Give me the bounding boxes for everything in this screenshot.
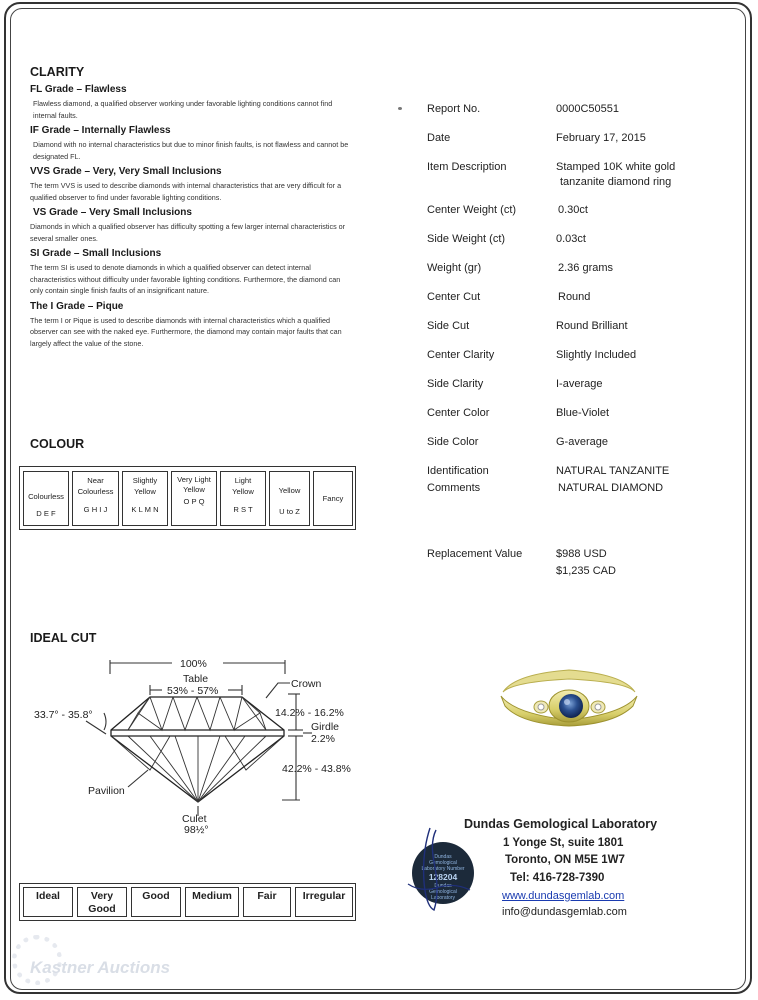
report-row-center-color [427, 407, 747, 436]
report-row-value: Blue-Violet [556, 407, 609, 419]
replacement-value-cad: $1,235 CAD [556, 565, 616, 577]
colour-cell-colourless [23, 471, 69, 526]
report-row-label: Report No. [427, 103, 481, 115]
clarity-grade-vvs-desc: The term VVS is used to describe diamonds with internal characteristics that are very difficult for a qualified observer to find under favorable lighting conditions. [30, 181, 342, 202]
diagram-culet-label: Culet [182, 813, 207, 825]
cut-grade-very-good [77, 887, 127, 917]
cut-grade-table [19, 883, 356, 921]
diagram-table-range-label: 53% - 57% [167, 685, 219, 697]
report-row-label: Side Clarity [427, 378, 484, 390]
report-row-label: Center Cut [427, 291, 481, 303]
diagram-width-label: 100% [180, 658, 207, 670]
colour-cell-very-light-yellow [171, 471, 217, 526]
colour-cell-letters: R S T [233, 505, 253, 514]
colour-cell-letters: O P Q [183, 497, 205, 506]
colour-cell-near-colourless [72, 471, 119, 526]
lab-name: Dundas Gemological Laboratory [464, 817, 658, 831]
clarity-grade-if-desc: Diamond with no internal characteristics but due to minor finish faults, is not flawless and cannot be designated FL. [33, 140, 349, 161]
report-row-center-clarity [427, 349, 747, 378]
report-row-date [427, 132, 747, 161]
clarity-grade-si-title: SI Grade – Small Inclusions [30, 248, 162, 259]
report-row-identification-comments [427, 465, 747, 505]
replacement-value-label: Replacement Value [427, 548, 523, 560]
report-row-item-description [427, 161, 747, 204]
seal-bottom-text: Dundas Gemological Laboratory [429, 883, 457, 901]
report-row-value: February 17, 2015 [556, 132, 646, 144]
colour-cell-yellow [269, 471, 310, 526]
clarity-grade-if-title: IF Grade – Internally Flawless [30, 125, 171, 136]
colour-cell-letters: G H I J [83, 505, 108, 514]
report-row-value-line2: tanzanite diamond ring [560, 176, 672, 188]
cut-grade-medium: Medium [185, 887, 239, 917]
diagram-pavilion-depth-label: 42.2% - 43.8% [282, 763, 351, 775]
diagram-table-label: Table [183, 673, 209, 685]
report-row-value: Stamped 10K white gold [556, 161, 676, 173]
diagram-pavilion-label: Pavilion [88, 785, 125, 797]
lab-address-line2: Toronto, ON M5E 1W7 [505, 854, 625, 866]
report-row-value: Round Brilliant [556, 320, 628, 332]
colour-cell-letters: D E F [36, 508, 56, 518]
report-row-label: Side Cut [427, 320, 470, 332]
lab-telephone: Tel: 416-728-7390 [510, 872, 605, 884]
colour-cell-letters: U to Z [279, 506, 300, 516]
report-row-value: 0.03ct [556, 233, 586, 245]
seal-number: 128204 [428, 872, 458, 882]
report-row-label: Center Clarity [427, 349, 495, 361]
identification-value: NATURAL TANZANITE [556, 465, 670, 477]
report-row-label: Date [427, 132, 451, 144]
colour-cell-label: Near Colourless [77, 476, 114, 496]
colour-cell-fancy [313, 471, 353, 526]
report-row-value: Slightly Included [556, 349, 637, 361]
report-row-weight-gr [427, 262, 747, 291]
report-row-report-no [427, 103, 747, 132]
colour-scale-table [19, 466, 356, 530]
lab-website-link[interactable]: www.dundasgemlab.com [502, 890, 625, 902]
report-row-center-weight [427, 204, 747, 233]
diagram-girdle-pct-label: 2.2% [311, 733, 335, 745]
ideal-cut-heading: IDEAL CUT [30, 631, 97, 645]
colour-cell-label: Fancy [322, 494, 344, 503]
clarity-grade-vs-desc: Diamonds in which a qualified observer has difficulty spotting a few larger internal characteristics or several smaller ones. [30, 222, 346, 243]
seal-top-text: Dundas Gemological Laboratory Number [421, 854, 465, 872]
scan-dot [398, 107, 402, 110]
report-row-label: Center Weight (ct) [427, 204, 517, 216]
cut-grade-ideal: Ideal [23, 887, 73, 917]
report-row-value: G-average [556, 436, 608, 448]
comments-label: Comments [427, 482, 481, 494]
colour-cell-label: Slightly Yellow [132, 476, 158, 496]
diagram-crown-angle-label: 33.7° - 35.8° [34, 709, 93, 721]
signature-image [400, 822, 480, 917]
clarity-heading: CLARITY [30, 65, 85, 79]
report-row-label: Center Color [427, 407, 490, 419]
colour-cell-light-yellow [220, 471, 266, 526]
report-details [427, 103, 747, 505]
report-row-label: Side Color [427, 436, 479, 448]
report-row-side-cut [427, 320, 747, 349]
clarity-grade-i-title: The I Grade – Pique [30, 300, 124, 312]
report-row-label: Weight (gr) [427, 262, 482, 274]
clarity-grade-si-desc: The term SI is used to denote diamonds in which a qualified observer can detect internal characteristics without difficulty under favorable lighting conditions. Furthermore, the diamond can only contain single finish faults of an insignificant nature. [30, 263, 341, 295]
report-row-value: Round [558, 291, 591, 303]
ring-photo [495, 662, 643, 734]
report-row-value: I-average [556, 378, 603, 390]
watermark-text: Kastner Auctions [30, 958, 171, 977]
report-row-label: Side Weight (ct) [427, 233, 506, 245]
report-row-center-cut [427, 291, 747, 320]
lab-email: info@dundasgemlab.com [502, 906, 627, 918]
diagram-girdle-label: Girdle [311, 721, 340, 733]
clarity-grade-vvs-title: VVS Grade – Very, Very Small Inclusions [30, 166, 222, 177]
diamond-proportions-diagram [20, 650, 370, 835]
colour-cell-label: Colourless [28, 492, 64, 501]
report-row-label: Item Description [427, 161, 507, 173]
cut-grade-irregular: Irregular [295, 887, 353, 917]
cut-grade-very-good-label: Very Good [88, 890, 116, 915]
diagram-culet-angle-label: 98½° [184, 824, 209, 835]
report-row-value: 0000C50551 [556, 103, 620, 115]
clarity-grade-list [30, 84, 350, 349]
colour-cell-slightly-yellow [122, 471, 168, 526]
colour-cell-label: Yellow [278, 486, 301, 495]
comments-value: NATURAL DIAMOND [558, 482, 664, 494]
cut-grade-fair: Fair [243, 887, 291, 917]
colour-cell-label: Light Yellow [232, 476, 254, 496]
diagram-crown-label: Crown [291, 678, 322, 690]
colour-cell-label: Very Light Yellow [177, 475, 211, 494]
clarity-grade-i-desc: The term I or Pique is used to describe diamonds with internal characteristics which a qualified observer can see with the naked eye. Furthermore, the diamond may contain major faults that can largely affect the value of the stone. [30, 315, 342, 348]
identification-label: Identification [427, 465, 489, 477]
clarity-grade-vs-title: VS Grade – Very Small Inclusions [33, 207, 192, 218]
report-row-side-color [427, 436, 747, 465]
diagram-crown-height-label: 14.2% - 16.2% [275, 707, 344, 719]
report-row-value: 2.36 grams [558, 262, 614, 274]
clarity-grade-fl-desc: Flawless diamond, a qualified observer working under favorable lighting conditions cannot find internal faults. [33, 99, 333, 120]
colour-heading: COLOUR [30, 437, 85, 451]
lab-address-line1: 1 Yonge St, suite 1801 [503, 837, 624, 849]
clarity-grade-fl-title: FL Grade – Flawless [30, 84, 127, 95]
cut-grade-good: Good [131, 887, 181, 917]
report-row-side-weight [427, 233, 747, 262]
report-row-side-clarity [427, 378, 747, 407]
colour-cell-letters: K L M N [131, 505, 159, 514]
replacement-value-usd: $988 USD [556, 548, 607, 560]
report-row-value: 0.30ct [558, 204, 588, 216]
